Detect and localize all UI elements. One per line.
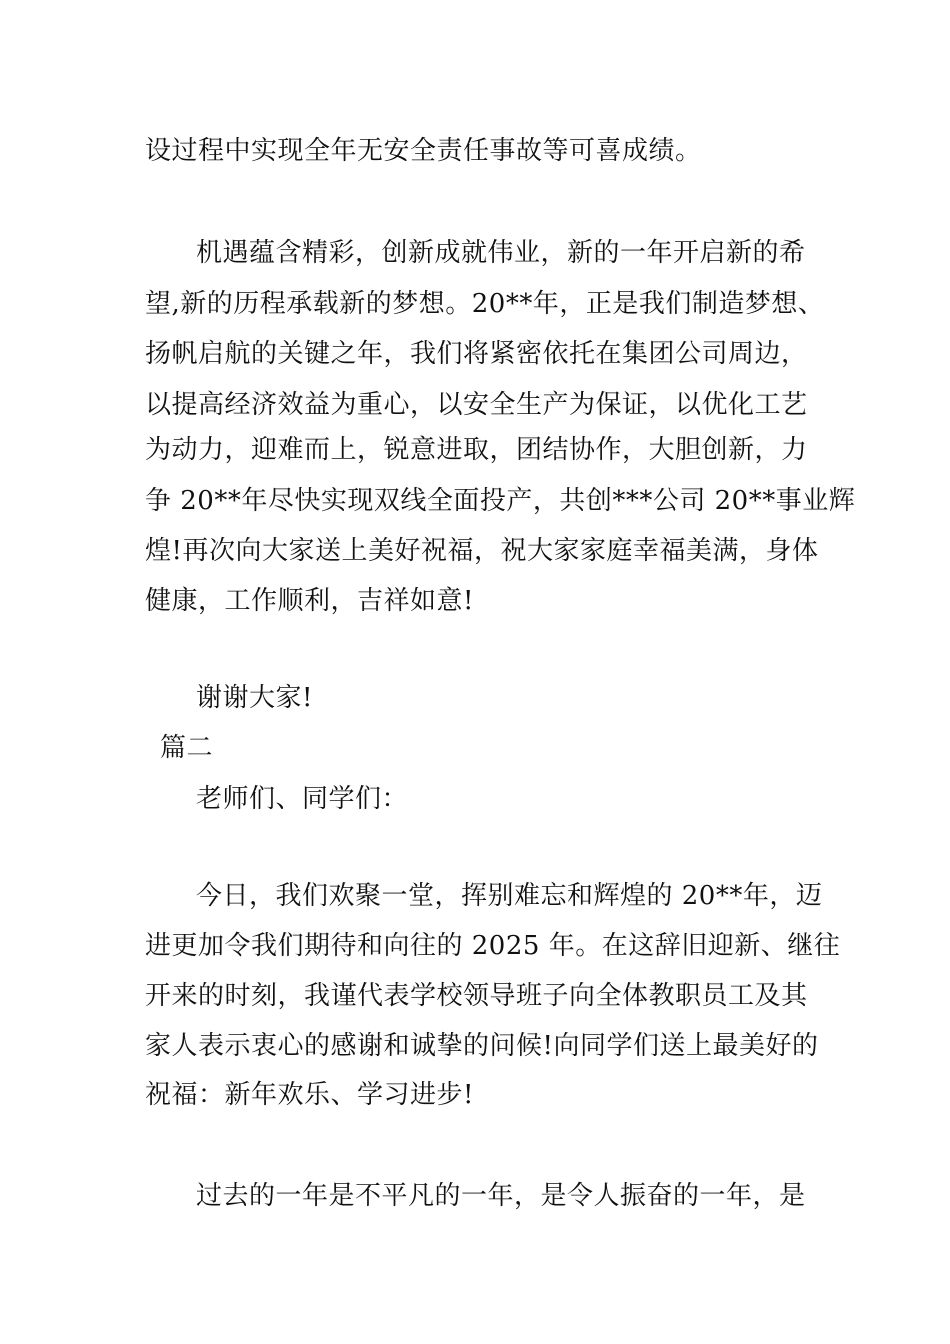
paragraph-line: 设过程中实现全年无安全责任事故等可喜成绩。 xyxy=(145,136,702,166)
paragraph-line: 机遇蕴含精彩，创新成就伟业，新的一年开启新的希 xyxy=(196,238,806,268)
paragraph-line: 家人表示衷心的感谢和诚挚的问候!向同学们送上最美好的 xyxy=(145,1031,819,1061)
paragraph-line: 煌!再次向大家送上美好祝福，祝大家家庭幸福美满，身体 xyxy=(145,536,819,566)
paragraph-line: 以提高经济效益为重心，以安全生产为保证，以优化工艺 xyxy=(145,390,808,420)
paragraph-line: 望,新的历程承载新的梦想。20**年，正是我们制造梦想、 xyxy=(145,289,825,319)
paragraph-line: 过去的一年是不平凡的一年，是令人振奋的一年，是 xyxy=(196,1181,806,1211)
greeting-line: 老师们、同学们： xyxy=(196,784,409,814)
paragraph-line: 进更加令我们期待和向往的 2025 年。在这辞旧迎新、继往 xyxy=(145,931,841,961)
paragraph-line: 今日，我们欢聚一堂，挥别难忘和辉煌的 20**年，迈 xyxy=(196,881,823,911)
paragraph-line: 争 20**年尽快实现双线全面投产，共创***公司 20**事业辉 xyxy=(145,486,856,516)
paragraph-line: 开来的时刻，我谨代表学校领导班子向全体教职员工及其 xyxy=(145,981,808,1011)
paragraph-line: 祝福：新年欢乐、学习进步! xyxy=(145,1080,474,1110)
thanks-line: 谢谢大家! xyxy=(196,683,313,713)
paragraph-line: 为动力，迎难而上，锐意进取，团结协作，大胆创新，力 xyxy=(145,435,808,465)
paragraph-line: 健康，工作顺利，吉祥如意! xyxy=(145,586,474,616)
section-title: 篇二 xyxy=(160,733,214,763)
paragraph-line: 扬帆启航的关键之年，我们将紧密依托在集团公司周边， xyxy=(145,339,808,369)
